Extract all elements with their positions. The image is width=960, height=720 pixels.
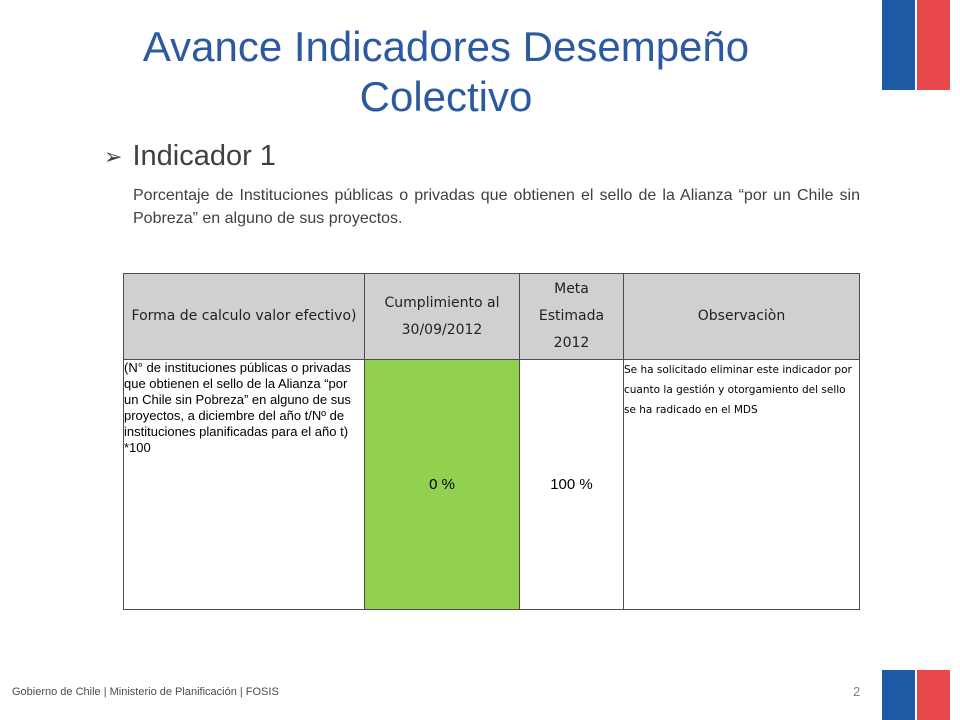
page-title: Avance Indicadores Desempeño Colectivo — [142, 23, 750, 120]
cell-formula: (N° de instituciones públicas o privadas que obtienen el sello de la Alianza “por un Chile sin Pobreza” en alguno de sus proyectos, a diciembre del año t/Nº de instituciones planificadas para el año t) *100 — [124, 360, 365, 610]
indicator-label: Indicador 1 — [132, 140, 276, 172]
header-forma-calculo: Forma de calculo valor efectivo) — [124, 274, 365, 360]
cell-meta: 100 % — [520, 360, 624, 610]
header-observacion: Observaciòn — [624, 274, 860, 360]
arrow-bullet-icon: ➢ — [104, 143, 123, 169]
table-row — [124, 360, 860, 610]
chile-flag-bottom-decoration — [882, 670, 950, 720]
header-meta: Meta Estimada 2012 — [520, 274, 624, 360]
table-header-row — [124, 274, 860, 360]
indicator-table — [123, 273, 860, 610]
header-cumplimiento: Cumplimiento al 30/09/2012 — [365, 274, 520, 360]
cell-observacion: Se ha solicitado eliminar este indicador por cuanto la gestión y otorgamiento del sello se ha radicado en el MDS — [624, 360, 860, 610]
cell-cumplimiento: 0 % — [365, 360, 520, 610]
page-number: 2 — [853, 684, 861, 699]
flag-red-stripe — [917, 670, 950, 720]
flag-red-stripe — [917, 0, 950, 90]
indicator-description: Porcentaje de Instituciones públicas o privadas que obtienen el sello de la Alianza “por un Chile sin Pobreza” en alguno de sus proyectos. — [133, 187, 860, 227]
chile-flag-top-decoration — [882, 0, 950, 92]
footer-text: Gobierno de Chile | Ministerio de Planificación | FOSIS — [12, 686, 279, 698]
flag-blue-stripe — [882, 0, 915, 90]
indicator-heading — [104, 140, 276, 173]
flag-blue-stripe — [882, 670, 915, 720]
